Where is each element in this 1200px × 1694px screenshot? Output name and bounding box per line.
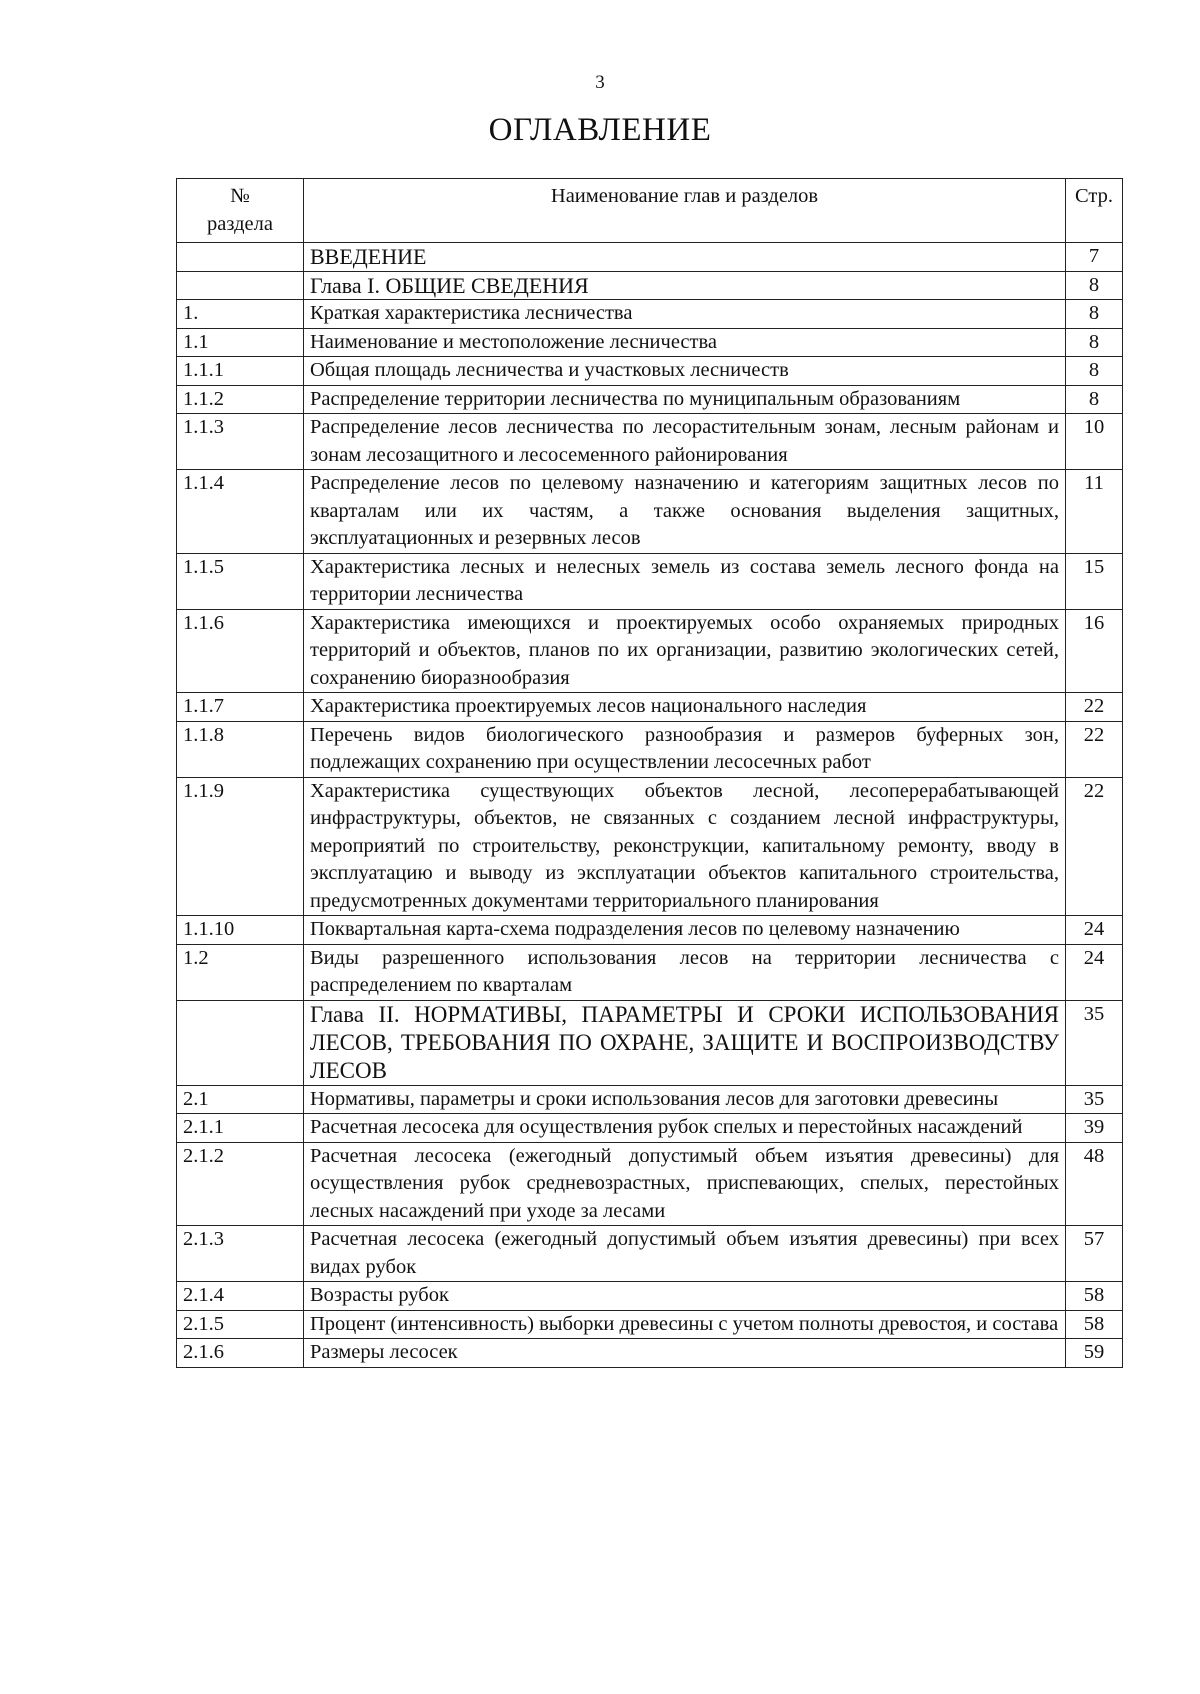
section-number: 1.1.9 xyxy=(177,777,304,916)
toc-body xyxy=(177,243,1123,1368)
section-page: 24 xyxy=(1066,916,1123,945)
section-number: 2.1.2 xyxy=(177,1142,304,1226)
section-page: 8 xyxy=(1066,271,1123,300)
toc-row xyxy=(177,1226,1123,1282)
toc-row xyxy=(177,385,1123,414)
section-number: 2.1.6 xyxy=(177,1339,304,1368)
toc-row xyxy=(177,553,1123,609)
toc-row xyxy=(177,721,1123,777)
toc-row xyxy=(177,357,1123,386)
section-page: 22 xyxy=(1066,777,1123,916)
section-number: 1.1.2 xyxy=(177,385,304,414)
toc-row xyxy=(177,1085,1123,1114)
section-number: 2.1.5 xyxy=(177,1310,304,1339)
section-page: 58 xyxy=(1066,1282,1123,1311)
toc-row xyxy=(177,609,1123,693)
section-page: 35 xyxy=(1066,1085,1123,1114)
toc-row xyxy=(177,300,1123,329)
section-page: 22 xyxy=(1066,721,1123,777)
toc-row xyxy=(177,944,1123,1000)
section-name: Расчетная лесосека для осуществления рубок спелых и перестойных насаждений xyxy=(304,1114,1066,1143)
section-name: Общая площадь лесничества и участковых лесничеств xyxy=(304,357,1066,386)
toc-row xyxy=(177,470,1123,554)
section-name: Распределение лесов лесничества по лесорастительным зонам, лесным районам и зонам лесозащитного и лесосеменного районирования xyxy=(304,414,1066,470)
section-page: 59 xyxy=(1066,1339,1123,1368)
section-name: Характеристика имеющихся и проектируемых особо охраняемых природных территорий и объектов, планов по их организации, развитию экологических сетей, сохранению биоразнообразия xyxy=(304,609,1066,693)
toc-row xyxy=(177,271,1123,300)
section-page: 11 xyxy=(1066,470,1123,554)
section-page: 48 xyxy=(1066,1142,1123,1226)
section-number: 1.1.8 xyxy=(177,721,304,777)
section-number: 2.1 xyxy=(177,1085,304,1114)
section-name: Расчетная лесосека (ежегодный допустимый объем изъятия древесины) для осуществления рубок средневозрастных, приспевающих, спелых, перестойных лесных насаждений при уходе за лесами xyxy=(304,1142,1066,1226)
section-page: 8 xyxy=(1066,328,1123,357)
section-name: ВВЕДЕНИЕ xyxy=(304,243,1066,272)
toc-row xyxy=(177,1282,1123,1311)
toc-row xyxy=(177,1114,1123,1143)
section-number: 1.1.5 xyxy=(177,553,304,609)
toc-row xyxy=(177,777,1123,916)
section-number xyxy=(177,243,304,272)
section-number: 2.1.4 xyxy=(177,1282,304,1311)
section-name: Поквартальная карта-схема подразделения лесов по целевому назначению xyxy=(304,916,1066,945)
section-page: 58 xyxy=(1066,1310,1123,1339)
section-page: 10 xyxy=(1066,414,1123,470)
section-name: Распределение территории лесничества по муниципальным образованиям xyxy=(304,385,1066,414)
section-page: 8 xyxy=(1066,300,1123,329)
section-number: 1.1 xyxy=(177,328,304,357)
section-page: 24 xyxy=(1066,944,1123,1000)
section-name: Нормативы, параметры и сроки использования лесов для заготовки древесины xyxy=(304,1085,1066,1114)
document-title: ОГЛАВЛЕНИЕ xyxy=(488,112,712,148)
toc-row xyxy=(177,1000,1123,1085)
header-page: Стр. xyxy=(1066,179,1123,243)
section-number xyxy=(177,271,304,300)
section-page: 8 xyxy=(1066,385,1123,414)
section-name: Краткая характеристика лесничества xyxy=(304,300,1066,329)
section-number xyxy=(177,1000,304,1085)
section-page: 16 xyxy=(1066,609,1123,693)
page-number: 3 xyxy=(595,72,605,93)
section-name: Расчетная лесосека (ежегодный допустимый объем изъятия древесины) при всех видах рубок xyxy=(304,1226,1066,1282)
section-name: Виды разрешенного использования лесов на территории лесничества с распределением по кварталам xyxy=(304,944,1066,1000)
section-name: Характеристика лесных и нелесных земель из состава земель лесного фонда на территории лесничества xyxy=(304,553,1066,609)
toc-row xyxy=(177,328,1123,357)
section-number: 1.2 xyxy=(177,944,304,1000)
section-page: 22 xyxy=(1066,693,1123,722)
section-number: 1. xyxy=(177,300,304,329)
section-page: 35 xyxy=(1066,1000,1123,1085)
section-number: 1.1.7 xyxy=(177,693,304,722)
section-name: Характеристика проектируемых лесов национального наследия xyxy=(304,693,1066,722)
toc-row xyxy=(177,1339,1123,1368)
section-name: Характеристика существующих объектов лесной, лесоперерабатывающей инфраструктуры, объектов, не связанных с созданием лесной инфраструктуры, мероприятий по строительству, реконструкции, капитальному ремонту, вводу в эксплуатацию и выводу из эксплуатации объектов капитального строительства, предусмотренных документами территориального планирования xyxy=(304,777,1066,916)
section-page: 39 xyxy=(1066,1114,1123,1143)
section-number: 1.1.4 xyxy=(177,470,304,554)
header-section-name: Наименование глав и разделов xyxy=(304,179,1066,243)
section-name: Наименование и местоположение лесничества xyxy=(304,328,1066,357)
toc-row xyxy=(177,1310,1123,1339)
section-number: 2.1.1 xyxy=(177,1114,304,1143)
section-page: 15 xyxy=(1066,553,1123,609)
header-section-number: № раздела xyxy=(177,179,304,243)
section-number: 2.1.3 xyxy=(177,1226,304,1282)
toc-row xyxy=(177,693,1123,722)
table-of-contents xyxy=(176,178,1123,1368)
toc-header-row xyxy=(177,179,1123,243)
toc-row xyxy=(177,414,1123,470)
section-page: 8 xyxy=(1066,357,1123,386)
toc-row xyxy=(177,916,1123,945)
section-number: 1.1.1 xyxy=(177,357,304,386)
section-name: Возрасты рубок xyxy=(304,1282,1066,1311)
section-page: 7 xyxy=(1066,243,1123,272)
section-name: Распределение лесов по целевому назначению и категориям защитных лесов по кварталам или их частям, а также основания выделения защитных, эксплуатационных и резервных лесов xyxy=(304,470,1066,554)
section-name: Процент (интенсивность) выборки древесины с учетом полноты древостоя, и состава xyxy=(304,1310,1066,1339)
section-name: Глава II. НОРМАТИВЫ, ПАРАМЕТРЫ И СРОКИ ИСПОЛЬЗОВАНИЯ ЛЕСОВ, ТРЕБОВАНИЯ ПО ОХРАНЕ, ЗАЩИТЕ И ВОСПРОИЗВОДСТВУ ЛЕСОВ xyxy=(304,1000,1066,1085)
section-number: 1.1.6 xyxy=(177,609,304,693)
section-number: 1.1.10 xyxy=(177,916,304,945)
section-name: Глава I. ОБЩИЕ СВЕДЕНИЯ xyxy=(304,271,1066,300)
section-name: Перечень видов биологического разнообразия и размеров буферных зон, подлежащих сохранению при осуществлении лесосечных работ xyxy=(304,721,1066,777)
toc-row xyxy=(177,243,1123,272)
section-page: 57 xyxy=(1066,1226,1123,1282)
toc-row xyxy=(177,1142,1123,1226)
section-name: Размеры лесосек xyxy=(304,1339,1066,1368)
section-number: 1.1.3 xyxy=(177,414,304,470)
